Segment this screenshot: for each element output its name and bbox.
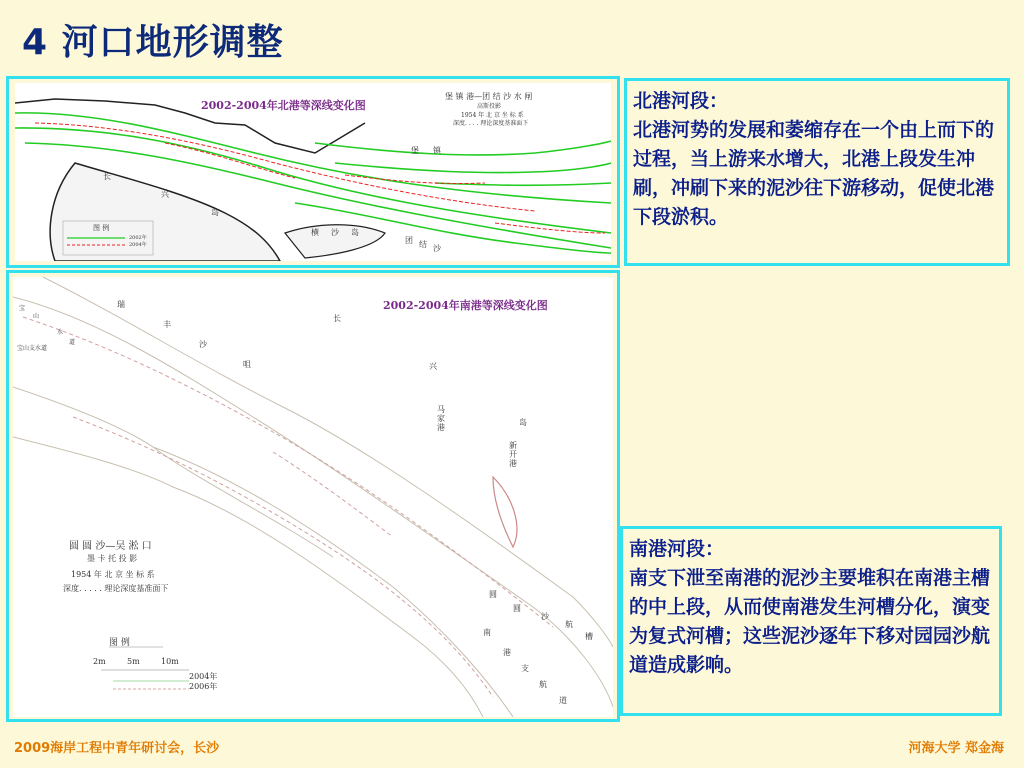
south-map-label: 马家港 [437, 405, 445, 432]
south-map-title: 2002-2004年南港等深线变化图 [383, 299, 548, 312]
south-map-info-4: 深度. . . . . 理论深度基准面下 [63, 584, 169, 593]
north-map-label: 沙 [331, 228, 339, 237]
south-map-label: 咀 [243, 360, 251, 369]
north-map-frame [6, 76, 620, 268]
north-map-label: 兴 [161, 190, 169, 199]
north-port-text-box [624, 78, 1010, 266]
south-map-scale-label: 5m [127, 657, 140, 666]
south-map-label: 兴 [429, 362, 437, 371]
south-port-body: 南支下泄至南港的泥沙主要堆积在南港主槽的中上段，从而使南港发生河槽分化，演变为复式河槽；这些泥沙逐年下移对园园沙航道造成影响。 [629, 567, 991, 676]
footer-author: 河海大学 郑金海 [908, 741, 1004, 756]
north-map-label: 结 [419, 240, 427, 249]
north-map-label: 长 [103, 172, 111, 181]
south-map-info-2: 墨 卡 托 投 影 [87, 554, 138, 563]
south-map-label: 宝 [19, 305, 26, 312]
south-map-label: 圆 [513, 604, 521, 613]
north-map-header-2: 高斯投影 [477, 103, 502, 110]
south-map-label: 岛 [519, 418, 527, 427]
south-map-label: 道 [559, 696, 567, 705]
south-map-label: 圆 [489, 590, 497, 599]
south-map-scale-label: 2m [93, 657, 106, 666]
north-map-label: 团 [405, 236, 413, 245]
north-port-body: 北港河势的发展和萎缩存在一个由上而下的过程，当上游来水增大，北港上段发生冲刷，冲刷下来的泥沙往下游移动，促使北港下段淤积。 [633, 119, 995, 228]
south-map-label: 瑞 [117, 300, 125, 309]
south-map-label: 山 [33, 313, 40, 320]
south-map-legend-a: 2004年 [189, 672, 218, 681]
south-map-label: 沙 [199, 340, 207, 349]
south-map-frame [6, 270, 620, 722]
north-map-label: 堡 [411, 146, 419, 155]
footer-conference: 2009海岸工程中青年研讨会，长沙 [14, 741, 220, 756]
south-map-label: 丰 [163, 320, 171, 329]
north-map-header-1: 堡 镇 港—团 结 沙 水 闸 [445, 92, 533, 101]
south-map-legend-b: 2006年 [189, 682, 218, 691]
north-map-legend-title: 图 例 [93, 224, 110, 232]
north-map-label: 岛 [211, 208, 219, 217]
south-map-legend-title: 图 例 [109, 638, 130, 648]
south-map-label: 航 [565, 620, 573, 629]
south-map [13, 277, 613, 717]
north-map-label: 横 [311, 228, 319, 237]
south-map-graphic [13, 277, 613, 717]
south-map-scale-label: 10m [161, 657, 179, 666]
north-map-label: 岛 [351, 228, 359, 237]
south-map-label: 港 [503, 648, 511, 657]
south-map-label: 槽 [585, 632, 593, 641]
south-map-label: 航 [539, 680, 547, 689]
south-port-text-box [620, 526, 1002, 716]
north-map-legend-b: 2004年 [129, 242, 147, 248]
south-map-info-3: 1954 年 北 京 坐 标 系 [71, 570, 155, 579]
north-map-legend-a: 2002年 [129, 235, 147, 241]
south-map-label: 沙 [541, 612, 549, 621]
slide-title: 4 河口地形调整 [22, 22, 284, 63]
north-map [15, 83, 611, 261]
north-map-label: 沙 [433, 244, 441, 253]
south-map-label: 南 [483, 628, 491, 637]
north-map-label: 镇 [433, 146, 441, 155]
north-map-header-3: 1954 年 北 京 坐 标 系 [461, 112, 524, 119]
south-map-info-title: 圆 圆 沙—吴 淞 口 [69, 541, 152, 552]
south-map-label: 水 [57, 329, 64, 336]
south-map-label: 长 [333, 314, 341, 323]
south-map-label: 新开港 [509, 441, 517, 468]
north-map-title: 2002-2004年北港等深线变化图 [201, 99, 366, 112]
south-map-label: 道 [69, 339, 76, 346]
south-map-label: 支 [521, 664, 529, 673]
north-port-heading: 北港河段： [633, 90, 729, 112]
south-port-heading: 南港河段： [629, 538, 725, 560]
south-map-label: 宝山支水道 [17, 345, 48, 352]
north-map-header-4: 深度. . . . 理论深度基准面下 [453, 120, 529, 127]
